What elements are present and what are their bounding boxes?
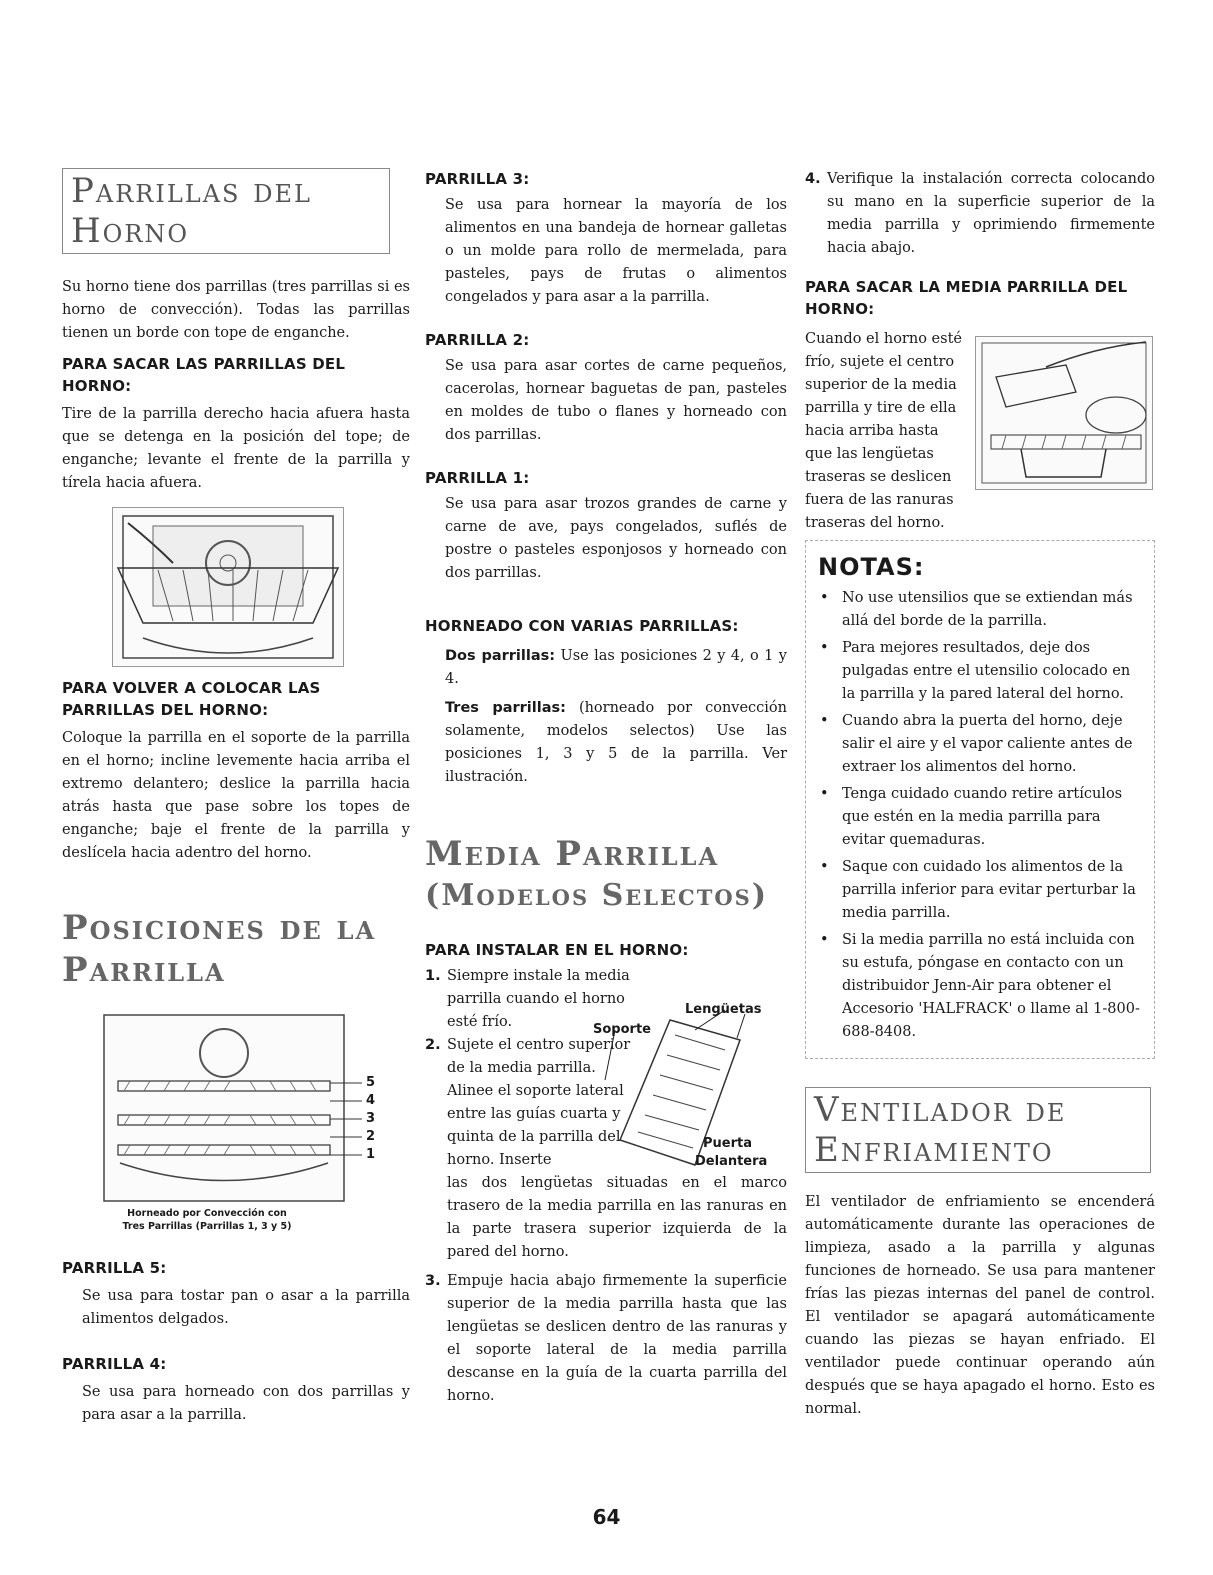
section-subtitle-select-models: (Modelos Selectos) (425, 878, 769, 913)
step-text: Siempre instale la media parrilla cuando el horno esté frío. (447, 968, 630, 1030)
label-tabs: Lengüetas (685, 1002, 762, 1017)
two-racks-label: Dos parrillas: (445, 648, 556, 664)
rack-positions-illustration (100, 1013, 380, 1203)
note-item (818, 710, 1142, 779)
step-number: 4. (805, 171, 821, 187)
two-racks-text: Use las posiciones 2 y 4, o 1 y 4. (445, 648, 787, 687)
column-right (805, 168, 1155, 1421)
two-racks-paragraph (425, 645, 787, 691)
step-number: 1. (425, 968, 441, 984)
rack-removal-illustration (112, 507, 344, 667)
rack4-heading: PARRILLA 4: (62, 1355, 167, 1373)
half-rack-removal-drawing (976, 337, 1152, 489)
rack-number-1: 1 (366, 1147, 376, 1162)
caption-line-1: Horneado por Convección con (127, 1208, 287, 1219)
install-steps-continued (805, 168, 1155, 260)
note-item (818, 637, 1142, 706)
rack5-heading: PARRILLA 5: (62, 1259, 167, 1277)
section-title-rack-positions: Posiciones de la Parrilla (62, 908, 377, 990)
note-text: Saque con cuidado los alimentos de la parrilla inferior para evitar perturbar la media parrilla. (842, 859, 1136, 921)
rack2-text: Se usa para asar cortes de carne pequeños, cacerolas, hornear baguetas de pan, pasteles en moldes de tubo o flanes y horneado con dos parrillas. (445, 358, 787, 443)
half-rack-illustration (575, 1000, 790, 1190)
remove-racks-heading: PARA SACAR LAS PARRILLAS DEL HORNO: (62, 355, 346, 395)
oven-rack-drawing (113, 508, 343, 666)
label-support: Soporte (593, 1022, 651, 1037)
bullet: • (820, 713, 829, 729)
step-text: Verifique la instalación correcta colocando su mano en la superficie superior de la media parrilla y oprimiendo firmemente hacia abajo. (827, 171, 1155, 256)
note-text: No use utensilios que se extiendan más allá del borde de la parrilla. (842, 590, 1133, 629)
label-front-door-1: Puerta (703, 1136, 752, 1151)
remove-half-rack-block (805, 328, 1155, 531)
install-steps (425, 965, 787, 1408)
rack-number-3: 3 (366, 1111, 376, 1126)
caption-line-2: Tres Parrillas (Parrillas 1, 3 y 5) (122, 1221, 292, 1232)
notes-list (818, 587, 1142, 1044)
install-step-3 (425, 1270, 787, 1408)
step-number: 2. (425, 1037, 441, 1053)
step-number: 3. (425, 1273, 441, 1289)
note-text: Si la media parrilla no está incluida con su estufa, póngase en contacto con un distribuidor Jenn-Air para obtener el Accesorio 'HALFRACK' o llame al 1-800-688-8408. (842, 932, 1140, 1040)
multi-rack-heading: HORNEADO CON VARIAS PARRILLAS: (425, 617, 739, 635)
rack1-heading: PARRILLA 1: (425, 469, 530, 487)
replace-racks-text: Coloque la parrilla en el soporte de la parrilla en el horno; incline levemente hacia arriba el extremo delantero; deslice la parrilla hacia atrás hasta que pase sobre los topes de enganche; baje el frente de la parrilla y deslícela hacia adentro del horno. (62, 730, 410, 861)
section-title-oven-racks: Parrillas del Horno (62, 168, 390, 254)
column-left (62, 168, 410, 1427)
bullet: • (820, 786, 829, 802)
install-step-2 (425, 1002, 787, 1172)
section-title-cooling-fan: Ventilador de Enfriamiento (805, 1087, 1151, 1173)
note-text: Para mejores resultados, deje dos pulgadas entre el utensilio colocado en la parrilla y la pared lateral del horno. (842, 640, 1131, 702)
notes-box (805, 540, 1155, 1059)
note-item (818, 929, 1142, 1044)
remove-half-rack-text: Cuando el horno esté frío, sujete el centro superior de la media parrilla y tire de ella hacia arriba hasta que las lengüetas traseras se deslicen fuera de las ranuras traseras del horno. (805, 331, 962, 531)
cooling-fan-text: El ventilador de enfriamiento se encenderá automáticamente durante las operaciones de limpieza, asado a la parrilla y algunas funciones de horneado. Se usa para mantener frías las piezas internas del panel de control. El ventilador se apagará automáticamente cuando las piezas se hayan enfriado. El ventilador puede continuar operando aún después que se haya apagado el horno. Esto es normal. (805, 1194, 1155, 1417)
rack3-text: Se usa para hornear la mayoría de los alimentos en una bandeja de hornear galletas o un molde para rollo de mermelada, para pasteles, pays de frutas o alimentos congelados y para asar a la parrilla. (445, 197, 787, 305)
note-item (818, 587, 1142, 633)
half-rack-removal-illustration (975, 336, 1153, 490)
note-item (818, 783, 1142, 852)
intro-text: Su horno tiene dos parrillas (tres parrillas si es horno de convección). Todas las parrillas tienen un borde con tope de enganche. (62, 279, 410, 341)
rack-number-2: 2 (366, 1129, 376, 1144)
three-racks-label: Tres parrillas: (445, 700, 566, 716)
figure-caption (62, 1207, 352, 1233)
label-front-door-2: Delantera (695, 1154, 768, 1169)
three-racks-text: (horneado por convección solamente, modelos selectos) Use las posiciones 1, 3 y 5 de la parrilla. Ver ilustración. (445, 700, 787, 785)
bullet: • (820, 640, 829, 656)
page-number: 64 (592, 1505, 621, 1529)
rack5-text: Se usa para tostar pan o asar a la parrilla alimentos delgados. (82, 1288, 410, 1327)
step-text: las dos lengüetas situadas en el marco trasero de la media parrilla en las ranuras en la parte trasera superior izquierda de la pared del horno. (447, 1175, 787, 1260)
rack1-text: Se usa para asar trozos grandes de carne y carne de ave, pays congelados, suflés de postre o pasteles esponjosos y horneado con dos parrillas. (445, 496, 787, 581)
three-racks-paragraph (425, 697, 787, 789)
rack-number-4: 4 (366, 1093, 376, 1108)
bullet: • (820, 859, 829, 875)
bullet: • (820, 932, 829, 948)
note-text: Tenga cuidado cuando retire artículos que estén en la media parrilla para evitar quemaduras. (842, 786, 1123, 848)
column-middle (425, 168, 787, 1408)
oven-positions-drawing (100, 1013, 380, 1203)
rack2-heading: PARRILLA 2: (425, 331, 530, 349)
rack-number-5: 5 (366, 1075, 376, 1090)
notes-title: NOTAS: (818, 553, 925, 581)
bullet: • (820, 590, 829, 606)
remove-racks-text: Tire de la parrilla derecho hacia afuera hasta que se detenga en la posición del tope; de enganche; levante el frente de la parrilla y tírela hacia afuera. (62, 406, 410, 491)
rack3-heading: PARRILLA 3: (425, 170, 530, 188)
remove-half-rack-heading: PARA SACAR LA MEDIA PARRILLA DEL HORNO: (805, 278, 1128, 318)
step-text: Sujete el centro superior de la media parrilla. Alinee el soporte lateral entre las guías cuarta y quinta de la parrilla del horno. Inserte (447, 1037, 631, 1168)
install-heading: PARA INSTALAR EN EL HORNO: (425, 941, 689, 959)
rack4-text: Se usa para horneado con dos parrillas y para asar a la parrilla. (82, 1384, 410, 1423)
note-text: Cuando abra la puerta del horno, deje salir el aire y el vapor caliente antes de extraer los alimentos del horno. (842, 713, 1133, 775)
note-item (818, 856, 1142, 925)
step-text: Empuje hacia abajo firmemente la superficie superior de la media parrilla hasta que las lengüetas se deslicen dentro de las ranuras y el soporte lateral de la media parrilla descanse en la guía de la cuarta parrilla del horno. (447, 1273, 787, 1404)
install-step-4 (805, 168, 1155, 260)
section-title-half-rack: Media Parrilla (425, 834, 720, 874)
replace-racks-heading: PARA VOLVER A COLOCAR LAS PARRILLAS DEL HORNO: (62, 679, 321, 719)
